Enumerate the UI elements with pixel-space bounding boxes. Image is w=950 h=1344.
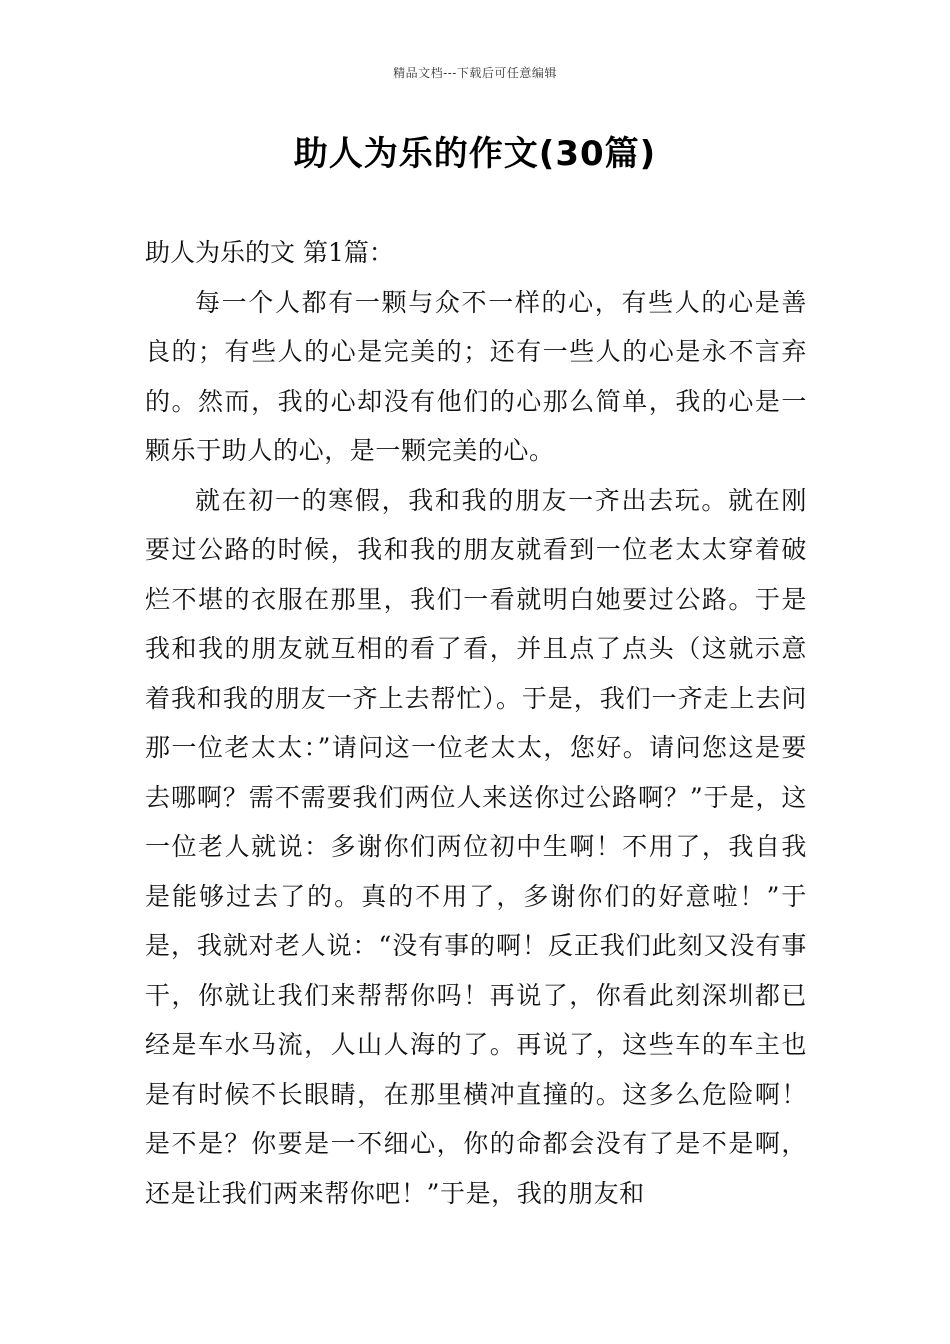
document-body: [145, 228, 807, 1218]
header-note: 精品文档---下载后可任意编辑: [393, 66, 557, 80]
paragraph-2: 就在初一的寒假，我和我的朋友一齐出去玩。就在刚要过公路的时候，我和我的朋友就看到一位老太太穿着破烂不堪的衣服在那里，我们一看就明白她要过公路。于是我和我的朋友就互相的看了看，并且点了点头（这就示意着我和我的朋友一齐上去帮忙）。于是，我们一齐走上去问那一位老太太：”请问这一位老太太，您好。请问您这是要去哪啊？需不需要我们两位人来送你过公路啊？”于是，这一位老人就说：多谢你们两位初中生啊！不用了，我自我是能够过去了的。真的不用了，多谢你们的好意啦！”于是，我就对老人说：“没有事的啊！反正我们此刻又没有事干，你就让我们来帮帮你吗！再说了，你看此刻深圳都已经是车水马流，人山人海的了。再说了，这些车的车主也是有时候不长眼睛，在那里横冲直撞的。这多么危险啊！是不是？你要是一不细心，你的命都会没有了是不是啊，还是让我们两来帮你吧！”于是，我的朋友和: [145, 485, 807, 1208]
document-title: 助人为乐的作文(30篇): [293, 134, 657, 174]
section-heading: 助人为乐的文 第1篇：: [145, 238, 394, 267]
paragraph-1: 每一个人都有一颗与众不一样的心，有些人的心是善良的；有些人的心是完美的；还有一些人的心是永不言弃的。然而，我的心却没有他们的心那么简单，我的心是一颗乐于助人的心，是一颗完美的心。: [145, 287, 807, 465]
